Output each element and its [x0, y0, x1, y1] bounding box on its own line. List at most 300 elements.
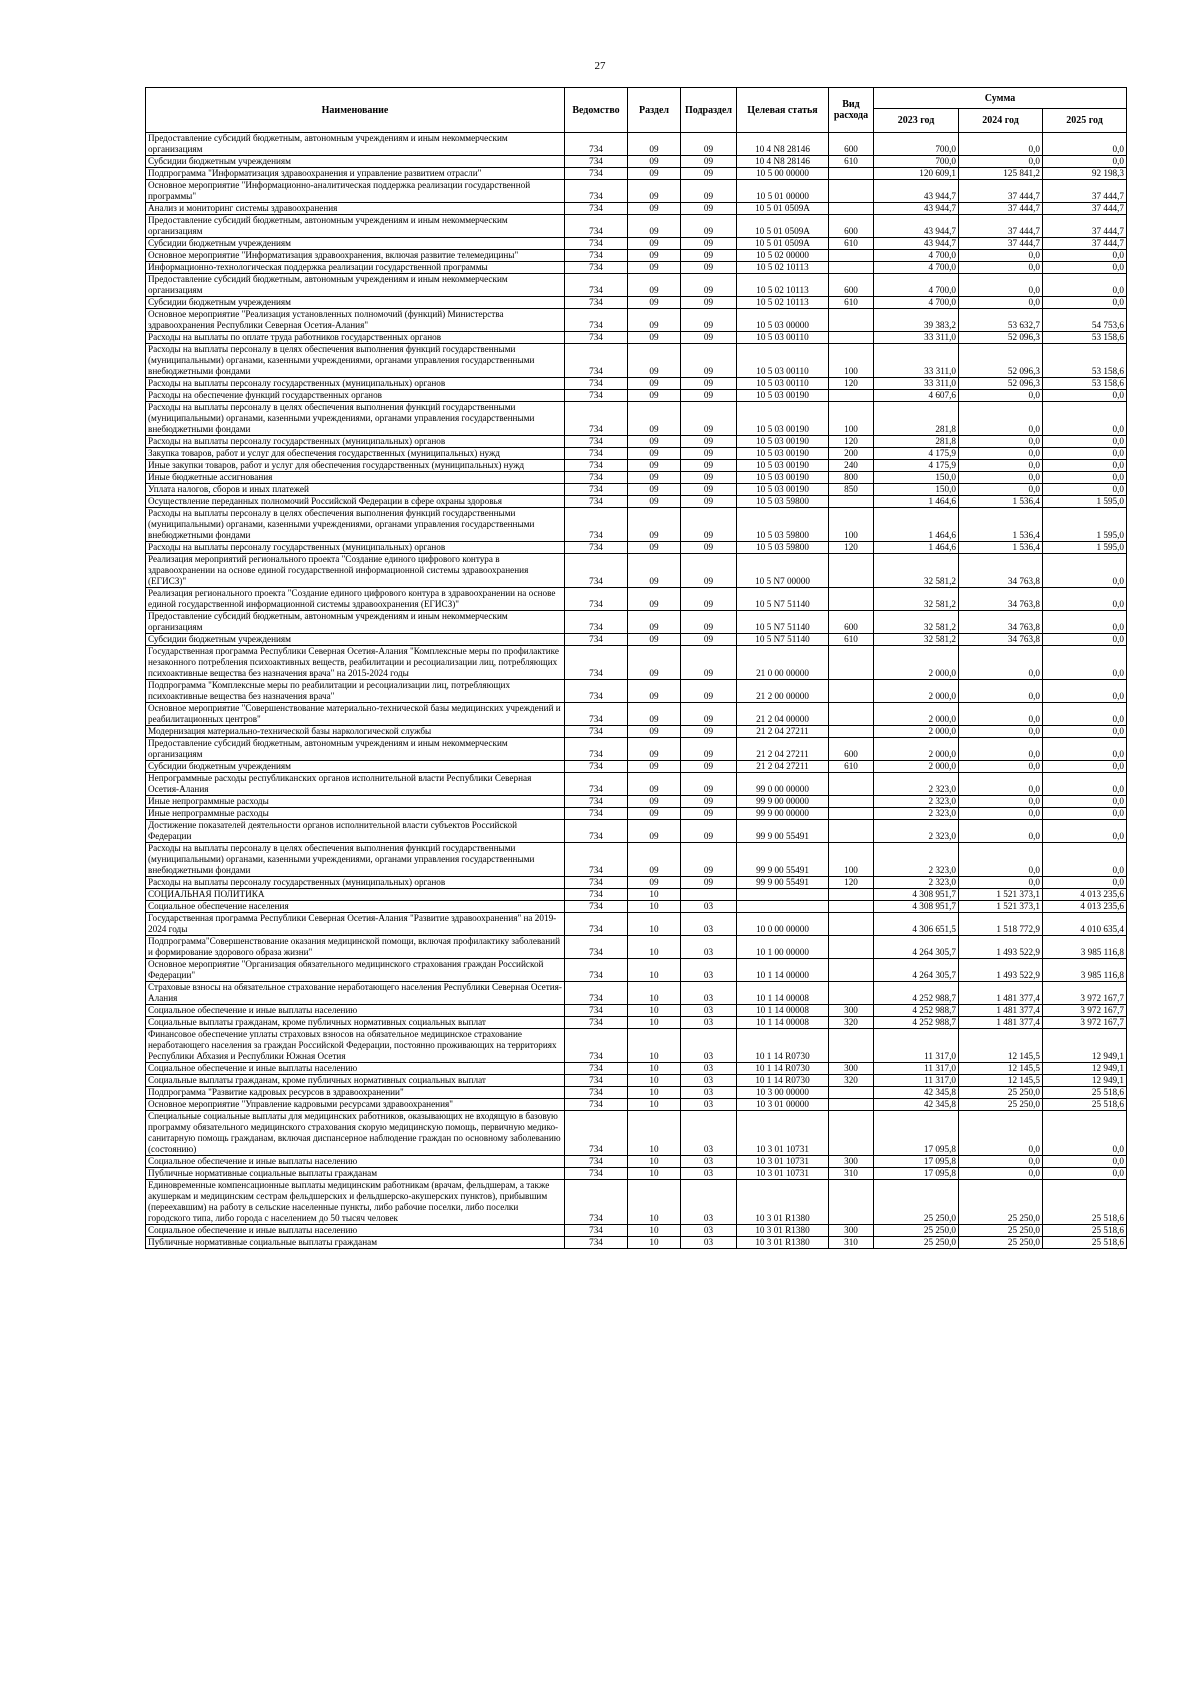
- cell-name: Подпрограмма "Комплексные меры по реабилитации и ресоциализации лиц, потребляющих психоактивные вещества без назначения врача": [146, 680, 565, 703]
- cell-vedomstvo: 734: [565, 496, 628, 508]
- cell-name: Иные непрограммные расходы: [146, 808, 565, 820]
- cell-target: 21 2 04 00000: [737, 703, 829, 726]
- table-row: [146, 238, 1127, 250]
- cell-sum-2023: 1 464,6: [874, 542, 959, 554]
- cell-razdel: 09: [628, 297, 681, 309]
- table-row: [146, 1168, 1127, 1180]
- col-header-2024: 2024 год: [959, 109, 1043, 133]
- cell-name: Единовременные компенсационные выплаты медицинским работникам (врачам, фельдшерам, а также акушеркам и медицинским сестрам фельдшерских и фельдшерско-акушерских пунктов), прибывшим (переехавшим) на работу в сельские населенные пункты, либо рабочие поселки, либо поселки городского типа, либо города с населением до 50 тысяч человек: [146, 1180, 565, 1225]
- table-row: [146, 680, 1127, 703]
- cell-target: 10 5 00 00000: [737, 168, 829, 180]
- cell-sum-2025: 25 518,6: [1043, 1225, 1127, 1237]
- cell-sum-2024: 1 493 522,9: [959, 936, 1043, 959]
- cell-podrazdel: 09: [681, 703, 737, 726]
- cell-sum-2025: 3 972 167,7: [1043, 1017, 1127, 1029]
- cell-target: 10 1 14 00008: [737, 982, 829, 1005]
- table-row: [146, 877, 1127, 889]
- cell-razdel: 09: [628, 611, 681, 634]
- cell-target: 10 5 N7 00000: [737, 554, 829, 588]
- table-row: [146, 982, 1127, 1005]
- cell-vedomstvo: 734: [565, 250, 628, 262]
- cell-sum-2024: 52 096,3: [959, 332, 1043, 344]
- cell-razdel: 09: [628, 808, 681, 820]
- cell-vid: 310: [829, 1168, 874, 1180]
- cell-sum-2024: 0,0: [959, 761, 1043, 773]
- cell-name: Достижение показателей деятельности органов исполнительной власти субъектов Российской Федерации: [146, 820, 565, 843]
- cell-razdel: 09: [628, 448, 681, 460]
- cell-podrazdel: 03: [681, 1168, 737, 1180]
- cell-target: [737, 901, 829, 913]
- cell-razdel: 09: [628, 168, 681, 180]
- cell-vedomstvo: 734: [565, 274, 628, 297]
- cell-vedomstvo: 734: [565, 1017, 628, 1029]
- cell-razdel: 10: [628, 1156, 681, 1168]
- cell-podrazdel: 09: [681, 203, 737, 215]
- cell-vedomstvo: 734: [565, 703, 628, 726]
- cell-name: Субсидии бюджетным учреждениям: [146, 238, 565, 250]
- col-header-vedomstvo: Ведомство: [565, 88, 628, 133]
- cell-target: 10 1 14 00008: [737, 1005, 829, 1017]
- table-row: [146, 168, 1127, 180]
- cell-name: Уплата налогов, сборов и иных платежей: [146, 484, 565, 496]
- cell-target: 99 0 00 00000: [737, 773, 829, 796]
- cell-sum-2024: 34 763,8: [959, 634, 1043, 646]
- cell-vedomstvo: 734: [565, 215, 628, 238]
- cell-podrazdel: 09: [681, 877, 737, 889]
- cell-vedomstvo: 734: [565, 203, 628, 215]
- table-row: [146, 542, 1127, 554]
- table-row: [146, 344, 1127, 378]
- cell-sum-2025: 0,0: [1043, 646, 1127, 680]
- table-row: [146, 508, 1127, 542]
- cell-sum-2025: 0,0: [1043, 448, 1127, 460]
- cell-podrazdel: 09: [681, 344, 737, 378]
- cell-target: 10 5 01 0509А: [737, 203, 829, 215]
- cell-target: 10 1 14 00008: [737, 1017, 829, 1029]
- table-row: [146, 1237, 1127, 1249]
- cell-target: 99 9 00 00000: [737, 796, 829, 808]
- cell-name: Субсидии бюджетным учреждениям: [146, 297, 565, 309]
- cell-target: 10 3 01 10731: [737, 1111, 829, 1156]
- cell-podrazdel: 09: [681, 472, 737, 484]
- col-header-2025: 2025 год: [1043, 109, 1127, 133]
- table-row: [146, 460, 1127, 472]
- cell-podrazdel: 09: [681, 156, 737, 168]
- cell-podrazdel: 03: [681, 913, 737, 936]
- cell-vid: [829, 309, 874, 332]
- cell-vedomstvo: 734: [565, 238, 628, 250]
- cell-vid: 120: [829, 877, 874, 889]
- cell-vid: 600: [829, 611, 874, 634]
- cell-name: Государственная программа Республики Северная Осетия-Алания "Комплексные меры по профилактике незаконного потребления психоактивных веществ, реабилитации и ресоциализации лиц, потребляющих психоактивные вещества без назначения врача" на 2015-2024 годы: [146, 646, 565, 680]
- table-row: [146, 309, 1127, 332]
- col-header-summa: Сумма: [874, 88, 1127, 109]
- cell-vid: [829, 959, 874, 982]
- cell-target: 10 3 00 00000: [737, 1087, 829, 1099]
- cell-vedomstvo: 734: [565, 820, 628, 843]
- cell-sum-2024: 1 493 522,9: [959, 959, 1043, 982]
- cell-sum-2025: 37 444,7: [1043, 203, 1127, 215]
- cell-target: 10 5 N7 51140: [737, 611, 829, 634]
- table-row: [146, 378, 1127, 390]
- cell-sum-2023: 150,0: [874, 484, 959, 496]
- cell-name: Реализация мероприятий регионального проекта "Создание единого цифрового контура в здравоохранении на основе единой государственной информационной системы здравоохранения (ЕГИСЗ)": [146, 554, 565, 588]
- cell-podrazdel: 09: [681, 796, 737, 808]
- cell-sum-2024: 12 145,5: [959, 1063, 1043, 1075]
- cell-sum-2024: 0,0: [959, 402, 1043, 436]
- cell-sum-2025: 0,0: [1043, 472, 1127, 484]
- cell-razdel: 09: [628, 484, 681, 496]
- cell-razdel: 09: [628, 877, 681, 889]
- cell-name: Иные непрограммные расходы: [146, 796, 565, 808]
- cell-sum-2025: 0,0: [1043, 761, 1127, 773]
- cell-sum-2025: 3 985 116,8: [1043, 959, 1127, 982]
- cell-name: Публичные нормативные социальные выплаты гражданам: [146, 1168, 565, 1180]
- cell-razdel: 10: [628, 959, 681, 982]
- cell-razdel: 09: [628, 726, 681, 738]
- cell-sum-2024: 37 444,7: [959, 180, 1043, 203]
- cell-sum-2025: 3 972 167,7: [1043, 1005, 1127, 1017]
- cell-target: 99 9 00 55491: [737, 843, 829, 877]
- cell-target: 10 1 00 00000: [737, 936, 829, 959]
- cell-sum-2023: 4 175,9: [874, 448, 959, 460]
- cell-name: Основное мероприятие "Совершенствование материально-технической базы медицинских учреждений и реабилитационных центров": [146, 703, 565, 726]
- cell-razdel: 09: [628, 646, 681, 680]
- cell-podrazdel: 09: [681, 726, 737, 738]
- cell-target: 10 5 01 0509А: [737, 215, 829, 238]
- cell-vid: [829, 726, 874, 738]
- cell-sum-2025: 0,0: [1043, 250, 1127, 262]
- cell-sum-2024: 25 250,0: [959, 1087, 1043, 1099]
- cell-target: 10 1 14 R0730: [737, 1029, 829, 1063]
- cell-podrazdel: 09: [681, 238, 737, 250]
- cell-podrazdel: 09: [681, 634, 737, 646]
- cell-target: 10 5 03 00190: [737, 460, 829, 472]
- cell-podrazdel: 09: [681, 262, 737, 274]
- cell-sum-2025: 0,0: [1043, 484, 1127, 496]
- cell-vedomstvo: 734: [565, 761, 628, 773]
- cell-name: Субсидии бюджетным учреждениям: [146, 156, 565, 168]
- cell-sum-2025: 0,0: [1043, 611, 1127, 634]
- cell-vid: [829, 1087, 874, 1099]
- cell-vedomstvo: 734: [565, 402, 628, 436]
- cell-sum-2025: 25 518,6: [1043, 1099, 1127, 1111]
- cell-sum-2025: 53 158,6: [1043, 344, 1127, 378]
- cell-sum-2024: 0,0: [959, 274, 1043, 297]
- cell-name: Субсидии бюджетным учреждениям: [146, 634, 565, 646]
- cell-podrazdel: 09: [681, 250, 737, 262]
- cell-sum-2025: 25 518,6: [1043, 1087, 1127, 1099]
- cell-sum-2024: 0,0: [959, 820, 1043, 843]
- table-row: [146, 262, 1127, 274]
- cell-target: 10 3 01 10731: [737, 1168, 829, 1180]
- table-row: [146, 611, 1127, 634]
- table-row: [146, 402, 1127, 436]
- cell-razdel: 09: [628, 133, 681, 156]
- cell-target: 10 1 14 R0730: [737, 1075, 829, 1087]
- cell-sum-2024: 1 481 377,4: [959, 1005, 1043, 1017]
- cell-sum-2023: 32 581,2: [874, 634, 959, 646]
- cell-razdel: 09: [628, 588, 681, 611]
- cell-name: Предоставление субсидий бюджетным, автономным учреждениям и иным некоммерческим организациям: [146, 215, 565, 238]
- cell-target: 99 9 00 55491: [737, 820, 829, 843]
- cell-sum-2023: 25 250,0: [874, 1225, 959, 1237]
- table-row: [146, 448, 1127, 460]
- col-header-podrazdel: Подраздел: [681, 88, 737, 133]
- cell-sum-2023: 43 944,7: [874, 180, 959, 203]
- cell-vedomstvo: 734: [565, 738, 628, 761]
- cell-sum-2025: 53 158,6: [1043, 378, 1127, 390]
- cell-podrazdel: 09: [681, 588, 737, 611]
- cell-name: Расходы на выплаты по оплате труда работников государственных органов: [146, 332, 565, 344]
- cell-podrazdel: 03: [681, 1075, 737, 1087]
- cell-sum-2023: 2 323,0: [874, 877, 959, 889]
- cell-vid: [829, 936, 874, 959]
- cell-sum-2025: 3 985 116,8: [1043, 936, 1127, 959]
- cell-sum-2023: 2 000,0: [874, 726, 959, 738]
- cell-sum-2023: 2 323,0: [874, 796, 959, 808]
- table-row: [146, 484, 1127, 496]
- cell-sum-2025: 1 595,0: [1043, 542, 1127, 554]
- cell-vid: [829, 982, 874, 1005]
- cell-sum-2024: 37 444,7: [959, 238, 1043, 250]
- cell-razdel: 09: [628, 703, 681, 726]
- table-row: [146, 1156, 1127, 1168]
- cell-target: 10 5 03 00110: [737, 344, 829, 378]
- cell-podrazdel: 09: [681, 168, 737, 180]
- cell-sum-2023: 43 944,7: [874, 203, 959, 215]
- cell-sum-2025: 0,0: [1043, 1156, 1127, 1168]
- cell-sum-2023: 4 264 305,7: [874, 936, 959, 959]
- cell-name: Социальные выплаты гражданам, кроме публичных нормативных социальных выплат: [146, 1017, 565, 1029]
- cell-razdel: 09: [628, 274, 681, 297]
- cell-podrazdel: 03: [681, 1029, 737, 1063]
- table-row: [146, 634, 1127, 646]
- cell-vedomstvo: 734: [565, 843, 628, 877]
- cell-razdel: 10: [628, 901, 681, 913]
- cell-sum-2025: 4 010 635,4: [1043, 913, 1127, 936]
- cell-sum-2024: 52 096,3: [959, 378, 1043, 390]
- table-row: [146, 203, 1127, 215]
- cell-vid: [829, 554, 874, 588]
- cell-sum-2024: 0,0: [959, 1156, 1043, 1168]
- cell-target: 10 3 01 00000: [737, 1099, 829, 1111]
- cell-sum-2023: 120 609,1: [874, 168, 959, 180]
- cell-podrazdel: 03: [681, 1063, 737, 1075]
- cell-vid: 300: [829, 1156, 874, 1168]
- cell-sum-2024: 25 250,0: [959, 1225, 1043, 1237]
- cell-target: 10 5 02 10113: [737, 274, 829, 297]
- cell-sum-2023: 33 311,0: [874, 332, 959, 344]
- cell-sum-2024: 25 250,0: [959, 1099, 1043, 1111]
- cell-sum-2025: 53 158,6: [1043, 332, 1127, 344]
- cell-sum-2023: 2 000,0: [874, 761, 959, 773]
- cell-target: 99 9 00 00000: [737, 808, 829, 820]
- cell-name: Предоставление субсидий бюджетным, автономным учреждениям и иным некоммерческим организациям: [146, 133, 565, 156]
- cell-podrazdel: 03: [681, 1225, 737, 1237]
- cell-sum-2024: 0,0: [959, 436, 1043, 448]
- cell-sum-2024: 25 250,0: [959, 1180, 1043, 1225]
- cell-vedomstvo: 734: [565, 542, 628, 554]
- cell-sum-2023: 42 345,8: [874, 1099, 959, 1111]
- cell-sum-2023: 42 345,8: [874, 1087, 959, 1099]
- cell-sum-2023: 33 311,0: [874, 378, 959, 390]
- cell-sum-2023: 4 306 651,5: [874, 913, 959, 936]
- cell-sum-2024: 0,0: [959, 726, 1043, 738]
- cell-sum-2023: 4 700,0: [874, 297, 959, 309]
- table-row: [146, 274, 1127, 297]
- table-row: [146, 133, 1127, 156]
- cell-razdel: 09: [628, 332, 681, 344]
- cell-sum-2023: 4 264 305,7: [874, 959, 959, 982]
- cell-sum-2025: 1 595,0: [1043, 508, 1127, 542]
- cell-vedomstvo: 734: [565, 262, 628, 274]
- cell-vid: [829, 889, 874, 901]
- cell-podrazdel: 09: [681, 133, 737, 156]
- cell-vedomstvo: 734: [565, 1099, 628, 1111]
- cell-vid: [829, 808, 874, 820]
- cell-sum-2024: 37 444,7: [959, 215, 1043, 238]
- cell-sum-2025: 4 013 235,6: [1043, 889, 1127, 901]
- table-row: [146, 703, 1127, 726]
- table-row: [146, 180, 1127, 203]
- cell-vedomstvo: 734: [565, 472, 628, 484]
- cell-sum-2023: 2 323,0: [874, 820, 959, 843]
- table-row: [146, 1029, 1127, 1063]
- table-row: [146, 554, 1127, 588]
- cell-sum-2025: 0,0: [1043, 634, 1127, 646]
- cell-sum-2025: 0,0: [1043, 1111, 1127, 1156]
- table-row: [146, 215, 1127, 238]
- cell-target: 10 5 02 10113: [737, 297, 829, 309]
- cell-vedomstvo: 734: [565, 436, 628, 448]
- cell-vid: 610: [829, 761, 874, 773]
- cell-vedomstvo: 734: [565, 1005, 628, 1017]
- cell-name: Предоставление субсидий бюджетным, автономным учреждениям и иным некоммерческим организациям: [146, 274, 565, 297]
- table-row: [146, 1017, 1127, 1029]
- table-row: [146, 297, 1127, 309]
- cell-name: Иные бюджетные ассигнования: [146, 472, 565, 484]
- cell-sum-2025: 25 518,6: [1043, 1237, 1127, 1249]
- table-row: [146, 936, 1127, 959]
- cell-razdel: 10: [628, 913, 681, 936]
- cell-razdel: 09: [628, 738, 681, 761]
- col-header-target: Целевая статья: [737, 88, 829, 133]
- table-row: [146, 808, 1127, 820]
- cell-sum-2023: 700,0: [874, 133, 959, 156]
- cell-sum-2023: 4 252 988,7: [874, 982, 959, 1005]
- cell-sum-2024: 53 632,7: [959, 309, 1043, 332]
- cell-sum-2024: 1 481 377,4: [959, 982, 1043, 1005]
- cell-name: Социальное обеспечение и иные выплаты населению: [146, 1063, 565, 1075]
- table-row: [146, 332, 1127, 344]
- cell-name: Расходы на выплаты персоналу в целях обеспечения выполнения функций государственными (муниципальными) органами, казенными учреждениями, органами управления государственными внебюджетными фондами: [146, 344, 565, 378]
- cell-sum-2024: 0,0: [959, 773, 1043, 796]
- cell-vedomstvo: 734: [565, 901, 628, 913]
- cell-name: Расходы на выплаты персоналу в целях обеспечения выполнения функций государственными (муниципальными) органами, казенными учреждениями, органами управления государственными внебюджетными фондами: [146, 402, 565, 436]
- cell-vedomstvo: 734: [565, 332, 628, 344]
- cell-razdel: 09: [628, 761, 681, 773]
- cell-sum-2025: 0,0: [1043, 680, 1127, 703]
- cell-vid: [829, 646, 874, 680]
- cell-podrazdel: 09: [681, 180, 737, 203]
- cell-podrazdel: 09: [681, 738, 737, 761]
- cell-vid: 600: [829, 738, 874, 761]
- cell-podrazdel: 09: [681, 542, 737, 554]
- cell-name: Расходы на выплаты персоналу в целях обеспечения выполнения функций государственными (муниципальными) органами, казенными учреждениями, органами управления государственными внебюджетными фондами: [146, 843, 565, 877]
- cell-target: 10 5 03 59800: [737, 508, 829, 542]
- cell-podrazdel: 09: [681, 808, 737, 820]
- cell-name: Предоставление субсидий бюджетным, автономным учреждениям и иным некоммерческим организациям: [146, 611, 565, 634]
- cell-sum-2025: 37 444,7: [1043, 215, 1127, 238]
- cell-vid: 100: [829, 843, 874, 877]
- cell-vid: 610: [829, 634, 874, 646]
- cell-razdel: 09: [628, 680, 681, 703]
- col-header-razdel: Раздел: [628, 88, 681, 133]
- col-header-vid: Вид расхода: [829, 88, 874, 133]
- table-row: [146, 1225, 1127, 1237]
- cell-vid: 120: [829, 378, 874, 390]
- cell-razdel: 09: [628, 773, 681, 796]
- cell-vedomstvo: 734: [565, 448, 628, 460]
- cell-name: СОЦИАЛЬНАЯ ПОЛИТИКА: [146, 889, 565, 901]
- cell-sum-2023: 700,0: [874, 156, 959, 168]
- cell-name: Социальные выплаты гражданам, кроме публичных нормативных социальных выплат: [146, 1075, 565, 1087]
- cell-vid: [829, 588, 874, 611]
- cell-vid: 850: [829, 484, 874, 496]
- cell-name: Публичные нормативные социальные выплаты гражданам: [146, 1237, 565, 1249]
- table-row: [146, 796, 1127, 808]
- cell-sum-2024: 0,0: [959, 680, 1043, 703]
- cell-sum-2023: 2 000,0: [874, 646, 959, 680]
- cell-sum-2025: 12 949,1: [1043, 1029, 1127, 1063]
- cell-razdel: 10: [628, 1017, 681, 1029]
- cell-vedomstvo: 734: [565, 390, 628, 402]
- cell-razdel: 10: [628, 936, 681, 959]
- cell-name: Основное мероприятие "Информационно-аналитическая поддержка реализации государственной программы": [146, 180, 565, 203]
- cell-vid: [829, 168, 874, 180]
- cell-vid: 610: [829, 156, 874, 168]
- cell-target: 10 4 N8 28146: [737, 133, 829, 156]
- cell-vid: 610: [829, 238, 874, 250]
- cell-podrazdel: 03: [681, 1017, 737, 1029]
- cell-sum-2023: 17 095,8: [874, 1111, 959, 1156]
- cell-sum-2023: 32 581,2: [874, 588, 959, 611]
- cell-razdel: 10: [628, 1237, 681, 1249]
- cell-vid: [829, 703, 874, 726]
- cell-razdel: 10: [628, 1029, 681, 1063]
- cell-sum-2023: 281,8: [874, 402, 959, 436]
- cell-podrazdel: 09: [681, 448, 737, 460]
- cell-vedomstvo: 734: [565, 726, 628, 738]
- cell-razdel: 09: [628, 436, 681, 448]
- cell-sum-2025: 12 949,1: [1043, 1075, 1127, 1087]
- cell-vedomstvo: 734: [565, 646, 628, 680]
- cell-razdel: 10: [628, 1063, 681, 1075]
- table-row: [146, 436, 1127, 448]
- cell-vedomstvo: 734: [565, 378, 628, 390]
- cell-vid: [829, 1111, 874, 1156]
- cell-podrazdel: 03: [681, 1099, 737, 1111]
- cell-vid: 240: [829, 460, 874, 472]
- cell-name: Социальное обеспечение и иные выплаты населению: [146, 1005, 565, 1017]
- cell-sum-2025: 0,0: [1043, 703, 1127, 726]
- cell-podrazdel: 03: [681, 1087, 737, 1099]
- cell-razdel: 09: [628, 472, 681, 484]
- cell-podrazdel: 03: [681, 959, 737, 982]
- cell-name: Анализ и мониторинг системы здравоохранения: [146, 203, 565, 215]
- cell-razdel: 10: [628, 1225, 681, 1237]
